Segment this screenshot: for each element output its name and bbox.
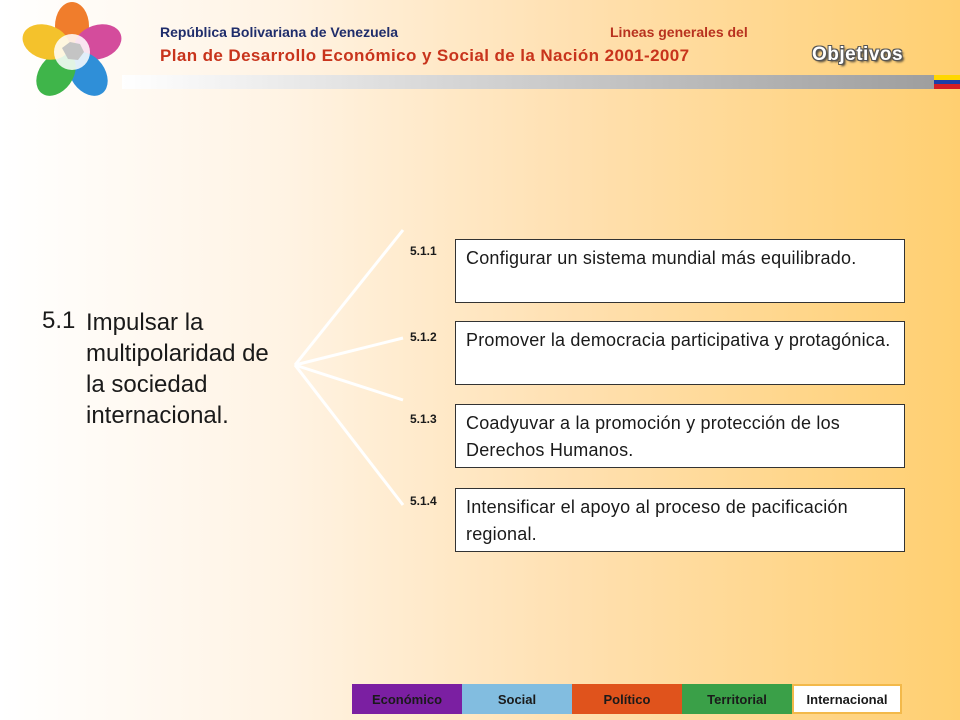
nav-territorial-button[interactable]: Territorial <box>682 684 792 714</box>
main-objective-number: 5.1 <box>42 307 76 334</box>
connector-line <box>295 365 403 400</box>
flower-logo-icon <box>22 2 122 98</box>
objective-number: 5.1.1 <box>410 244 437 258</box>
nav-social-button[interactable]: Social <box>462 684 572 714</box>
objective-number: 5.1.3 <box>410 412 437 426</box>
nav-politico-button[interactable]: Político <box>572 684 682 714</box>
country-name: República Bolivariana de Venezuela <box>160 24 399 40</box>
connector-line <box>295 338 403 365</box>
section-nav <box>352 684 902 714</box>
objective-box: Promover la democracia participativa y protagónica. <box>455 321 905 385</box>
objective-number: 5.1.2 <box>410 330 437 344</box>
main-objective-title: Impulsar la multipolaridad de la sociedad internacional. <box>86 309 269 429</box>
objective-box: Intensificar el apoyo al proceso de pacificación regional. <box>455 488 905 552</box>
objective-number: 5.1.4 <box>410 494 437 508</box>
nav-internacional-button[interactable]: Internacional <box>792 684 902 714</box>
connector-line <box>295 365 403 505</box>
flag-stripe <box>934 84 960 89</box>
header-divider-bar <box>122 75 936 89</box>
flag-stripes-icon <box>934 75 960 89</box>
objective-box: Coadyuvar a la promoción y protección de los Derechos Humanos. <box>455 404 905 468</box>
section-badge: Objetivos <box>812 44 904 65</box>
objective-box: Configurar un sistema mundial más equilibrado. <box>455 239 905 303</box>
plan-lines-label: Lineas generales del <box>610 24 748 40</box>
plan-title: Plan de Desarrollo Económico y Social de la Nación 2001-2007 <box>160 46 690 65</box>
nav-economico-button[interactable]: Económico <box>352 684 462 714</box>
connector-line <box>295 230 403 365</box>
